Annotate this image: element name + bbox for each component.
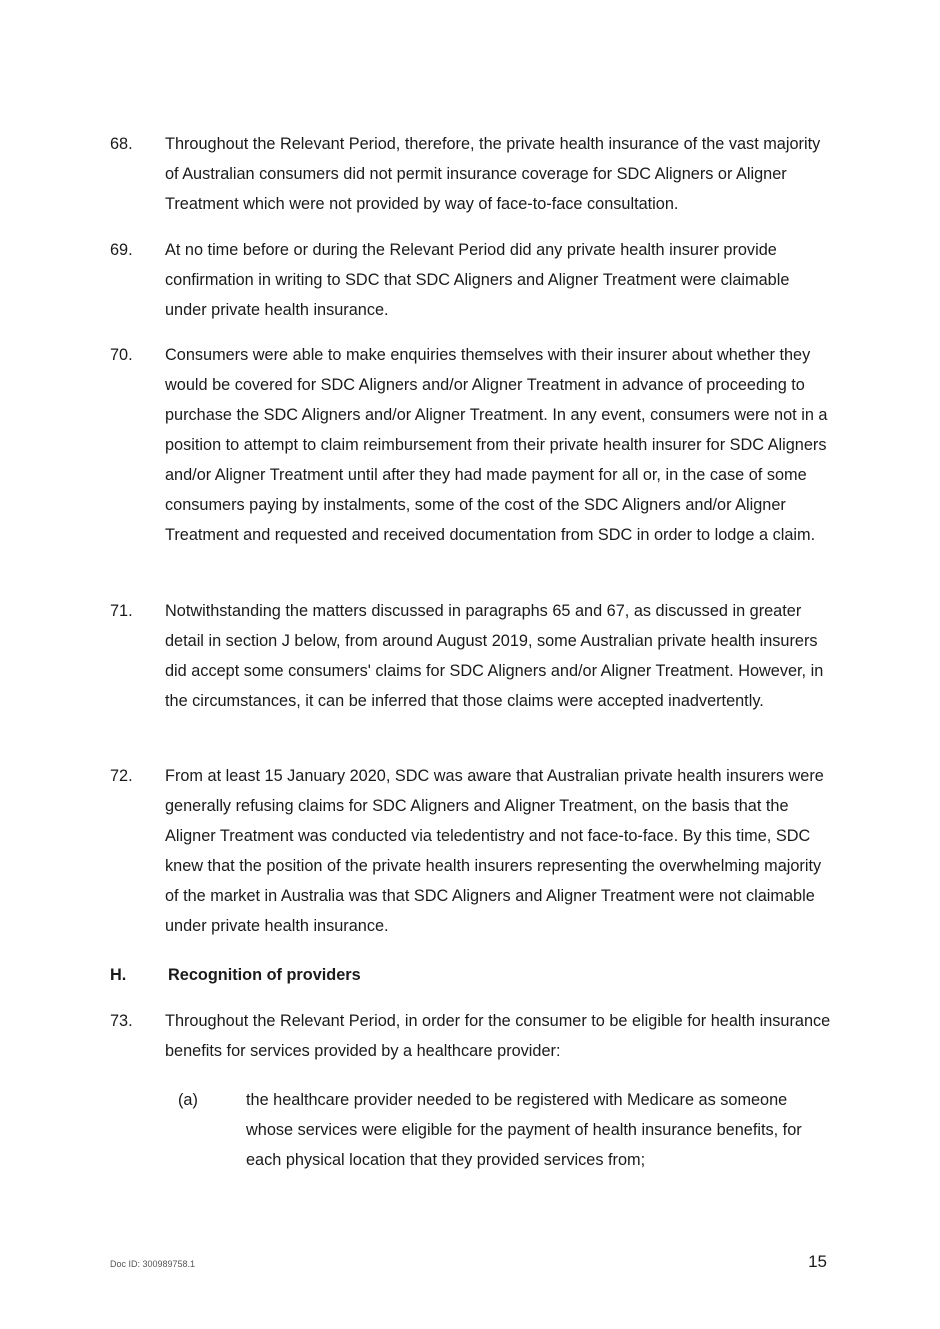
subparagraph-text: the healthcare provider needed to be registered with Medicare as someone whose services were eligible for the payment of health insurance benefits, for each physical location that they provided services from; — [246, 1091, 802, 1169]
paragraph-number: 69. — [110, 241, 133, 259]
paragraph-number: 70. — [110, 346, 133, 364]
paragraph-number: 72. — [110, 767, 133, 785]
paragraph-number: 73. — [110, 1012, 133, 1030]
paragraph-69 — [110, 235, 835, 325]
section-heading-text: Recognition of providers — [168, 966, 361, 984]
paragraph-text: Consumers were able to make enquiries themselves with their insurer about whether they would be covered for SDC Aligners and/or Aligner Treatment in advance of proceeding to purchase the SDC Aligners and/or Aligner Treatment. In any event, consumers were not in a position to attempt to claim reimbursement from their private health insurer for SDC Aligners and/or Aligner Treatment until after they had made payment for all or, in the case of some consumers paying by instalments, some of the cost of the SDC Aligners and/or Aligner Treatment and requested and received documentation from SDC in order to lodge a claim. — [165, 346, 828, 544]
paragraph-68 — [110, 129, 835, 219]
paragraph-text: Notwithstanding the matters discussed in paragraphs 65 and 67, as discussed in greater detail in section J below, from around August 2019, some Australian private health insurers did accept some consumers' claims for SDC Aligners and/or Aligner Treatment. However, in the circumstances, it can be inferred that those claims were accepted inadvertently. — [165, 602, 824, 710]
paragraph-70 — [110, 340, 835, 550]
paragraph-text: Throughout the Relevant Period, therefore, the private health insurance of the vast majority of Australian consumers did not permit insurance coverage for SDC Aligners or Aligner Treatment which were not provided by way of face-to-face consultation. — [165, 135, 821, 213]
paragraph-73 — [110, 1006, 835, 1066]
paragraph-72 — [110, 761, 835, 941]
paragraph-number: 68. — [110, 135, 133, 153]
paragraph-number: 71. — [110, 602, 133, 620]
paragraph-text: Throughout the Relevant Period, in order for the consumer to be eligible for health insurance benefits for services provided by a healthcare provider: — [165, 1012, 831, 1060]
subparagraph-a — [178, 1085, 838, 1175]
paragraph-text: At no time before or during the Relevant Period did any private health insurer provide confirmation in writing to SDC that SDC Aligners and Aligner Treatment were claimable under private health insurance. — [165, 241, 790, 319]
footer-doc-id: Doc ID: 300989758.1 — [110, 1259, 196, 1269]
page-number: 15 — [808, 1252, 827, 1271]
section-heading — [110, 962, 361, 988]
paragraph-text: From at least 15 January 2020, SDC was aware that Australian private health insurers were generally refusing claims for SDC Aligners and Aligner Treatment, on the basis that the Aligner Treatment was conducted via teledentistry and not face-to-face. By this time, SDC knew that the position of the private health insurers representing the overwhelming majority of the market in Australia was that SDC Aligners and Aligner Treatment were not claimable under private health insurance. — [165, 767, 824, 935]
subparagraph-number: (a) — [178, 1091, 198, 1109]
paragraph-71 — [110, 596, 835, 716]
section-heading-number: H. — [110, 966, 127, 984]
